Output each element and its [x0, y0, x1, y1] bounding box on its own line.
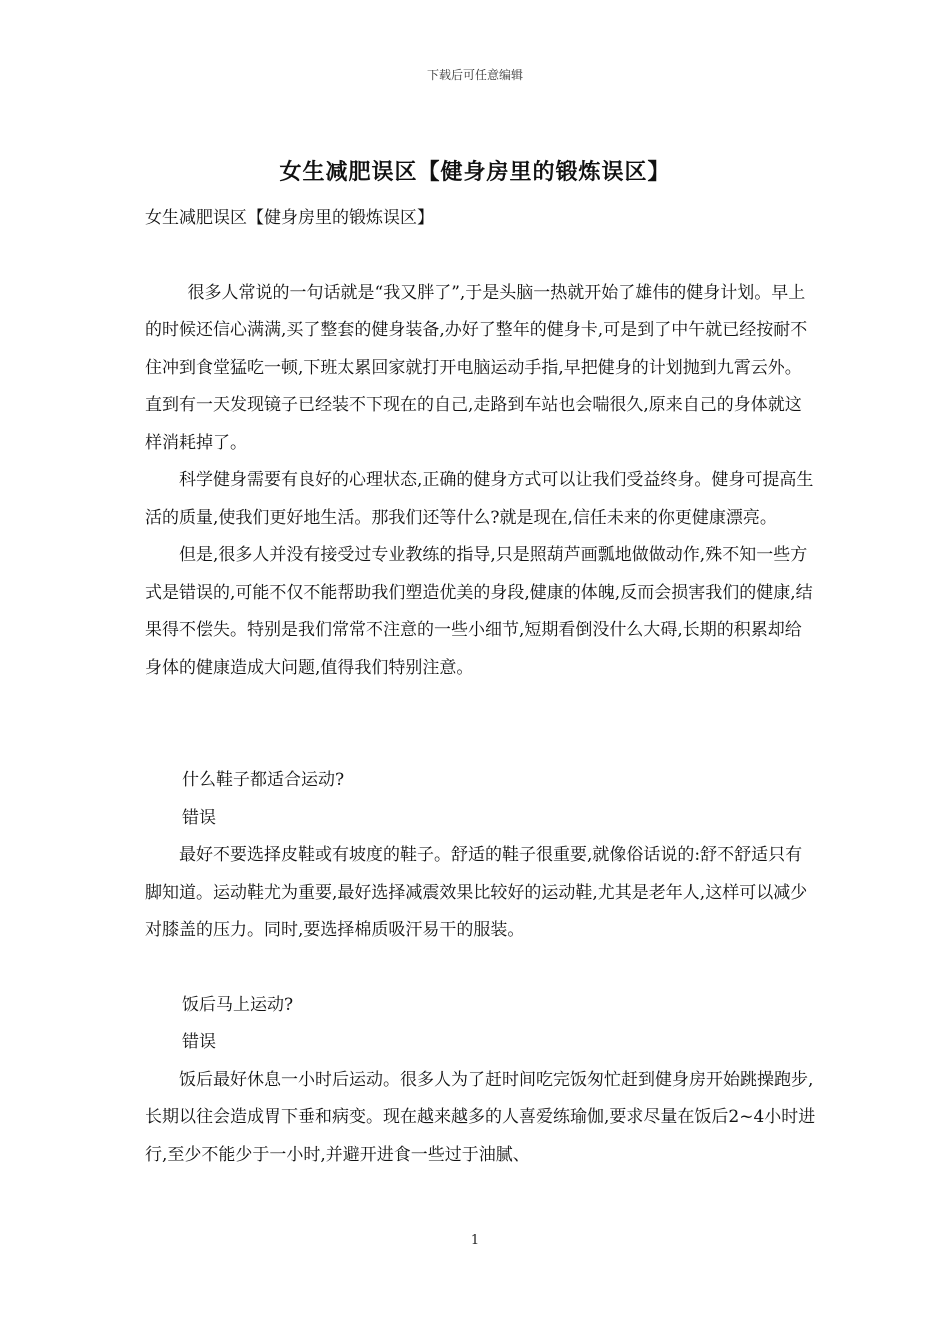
section-2-question: 饭后马上运动?	[182, 994, 294, 1015]
document-title: 女生减肥误区【健身房里的锻炼误区】	[279, 159, 671, 185]
spacer	[145, 238, 817, 275]
intro-paragraph-3: 但是,很多人并没有接受过专业教练的指导,只是照葫芦画瓢地做做动作,殊不知一些方式是错误的,可能不仅不能帮助我们塑造优美的身段,健康的体魄,反而会损害我们的健康,结果得不偿失。特别是我们常常不注意的一些小细节,短期看倒没什么大碍,长期的积累却给身体的健康造成大问题,值得我们特别注意。	[145, 545, 813, 678]
intro-paragraph-1: 很多人常说的一句话就是“我又胖了”,于是头脑一热就开始了雄伟的健身计划。早上的时候还信心满满,买了整套的健身装备,办好了整年的健身卡,可是到了中午就已经按耐不住冲到食堂猛吃一顿,下班太累回家就打开电脑运动手指,早把健身的计划抛到九霄云外。直到有一天发现镜子已经装不下现在的自己,走路到车站也会喘很久,原来自己的身体就这样消耗掉了。	[145, 282, 808, 453]
spacer	[145, 950, 817, 987]
section-2-explanation: 饭后最好休息一小时后运动。很多人为了赶时间吃完饭匆忙赶到健身房开始跳操跑步,长期以往会造成胃下垂和病变。现在越来越多的人喜爱练瑜伽,要求尽量在饭后2~4小时进行,至少不能少于一小时,并避开进食一些过于油腻、	[145, 1069, 816, 1165]
document-subtitle: 女生减肥误区【健身房里的锻炼误区】	[145, 208, 434, 228]
section-1-verdict: 错误	[182, 807, 216, 828]
page-number: 1	[470, 1233, 480, 1248]
document-body	[145, 200, 817, 1174]
section-2-verdict: 错误	[182, 1032, 216, 1052]
intro-paragraph-2: 科学健身需要有良好的心理状态,正确的健身方式可以让我们受益终身。健身可提高生活的质量,使我们更好地生活。那我们还等什么?就是现在,信任未来的你更健康漂亮。	[145, 470, 814, 528]
section-1-question: 什么鞋子都适合运动?	[182, 770, 345, 790]
section-1-explanation: 最好不要选择皮鞋或有坡度的鞋子。舒适的鞋子很重要,就像俗话说的:舒不舒适只有脚知道。运动鞋尤为重要,最好选择减震效果比较好的运动鞋,尤其是老年人,这样可以减少对膝盖的压力。同时,要选择棉质吸汗易干的服装。	[145, 845, 808, 940]
spacer	[145, 687, 817, 762]
header-note: 下载后可任意编辑	[426, 68, 523, 82]
